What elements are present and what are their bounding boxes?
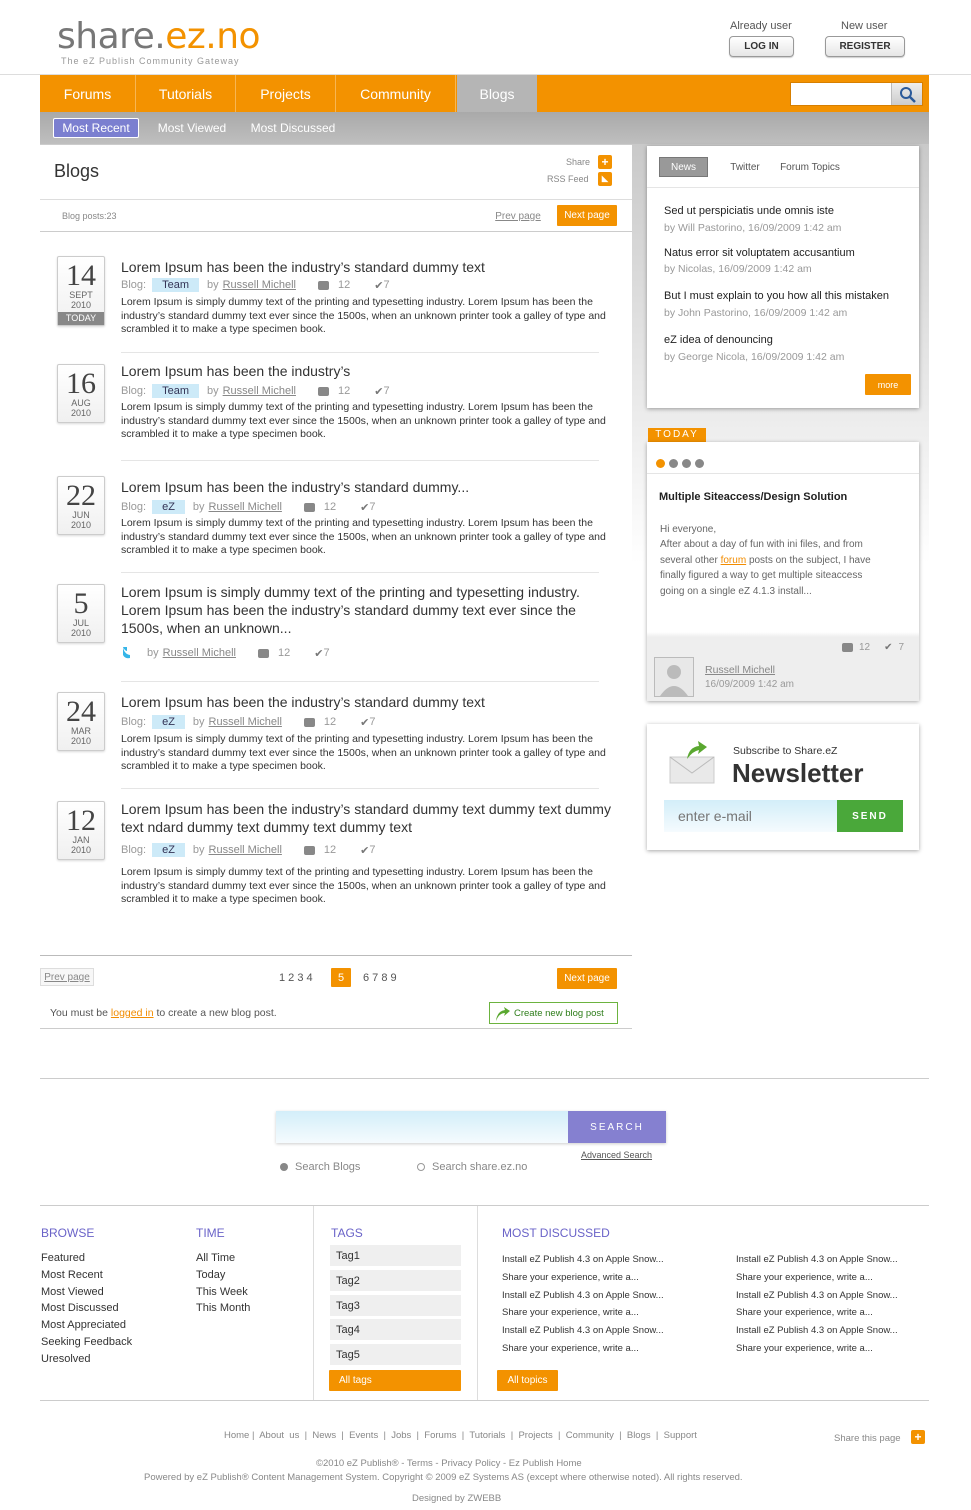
- tab-community[interactable]: Community: [336, 75, 456, 112]
- date-month: JAN: [72, 835, 90, 845]
- copyright: ©2010 eZ Publish® - Terms - Privacy Policy - Ez Publish Home: [316, 1458, 582, 1469]
- topic-link[interactable]: Install eZ Publish 4.3 on Apple Snow...: [502, 1289, 664, 1301]
- designed-by: Designed by ZWEBB: [412, 1493, 502, 1504]
- blog-posts-count: Blog posts:23: [62, 211, 117, 221]
- by-label: by: [192, 844, 205, 856]
- dot-icon[interactable]: [695, 459, 704, 468]
- browse-heading: BROWSE: [41, 1226, 95, 1240]
- comment-count: 12: [859, 642, 871, 653]
- register-button[interactable]: REGISTER: [825, 36, 905, 57]
- current-page[interactable]: 5: [331, 968, 351, 987]
- topic-link[interactable]: Install eZ Publish 4.3 on Apple Snow...: [502, 1325, 664, 1337]
- post-divider: [121, 352, 599, 353]
- plus-icon[interactable]: +: [911, 1430, 925, 1444]
- next-page-bottom[interactable]: Next page: [557, 968, 617, 989]
- date-year: 2010: [70, 628, 92, 638]
- search-icon: [892, 83, 923, 105]
- divider: [40, 1028, 632, 1029]
- comment-icon: [304, 718, 315, 727]
- topic-link[interactable]: Install eZ Publish 4.3 on Apple Snow...: [736, 1254, 898, 1265]
- check-icon: ✔: [884, 642, 893, 653]
- dot-icon[interactable]: [669, 459, 678, 468]
- divider: [40, 955, 632, 956]
- news-item-title[interactable]: eZ idea of denouncing: [664, 334, 773, 346]
- radio-label: Search share.ez.no: [432, 1161, 528, 1173]
- topic-link[interactable]: Install eZ Publish 4.3 on Apple Snow...: [502, 1254, 664, 1265]
- check-icon: ✔: [360, 716, 370, 729]
- date-month: AUG: [71, 398, 91, 408]
- vote-count: 7: [323, 647, 330, 659]
- post-meta: [121, 500, 376, 514]
- date-year: 2010: [70, 736, 92, 746]
- user-icon: [655, 658, 693, 696]
- login-notice: [50, 1007, 277, 1019]
- post-excerpt: Lorem Ipsum is simply dummy text of the printing and typesetting industry. Lorem Ipsum has been the industry’s standard dummy text ever since the 1500s, when an unknown printer took a galley of type and scrambled it to make a type specimen book.: [121, 866, 606, 905]
- subtab-most-discussed[interactable]: Most Discussed: [250, 121, 336, 135]
- radio-label: Search Blogs: [295, 1161, 361, 1173]
- post-title[interactable]: Lorem Ipsum is simply dummy text of the printing and typesetting industry. Lorem Ipsum has been the industry’s standard dummy text ever since the 1500s, when an unknown...: [121, 584, 580, 636]
- post-divider: [121, 681, 599, 682]
- blog-label: Blog:: [121, 716, 147, 728]
- date-month: JUL: [72, 618, 89, 628]
- date-month: MAR: [71, 726, 91, 736]
- blog-tag[interactable]: eZ: [152, 715, 185, 729]
- footer-links[interactable]: Home | About us | News | Events | Jobs | Forums | Tutorials | Projects | Community | Blogs | Support: [224, 1430, 697, 1441]
- browse-link[interactable]: Featured: [41, 1252, 86, 1264]
- column-divider: [477, 1206, 478, 1400]
- news-item-meta: by John Pastorino, 16/09/2009 1:42 am: [664, 307, 848, 319]
- body-text: posts on the subject, I have finally figured a way to get multiple siteaccess going on a single eZ 4.1.3 install...: [660, 554, 871, 597]
- divider: [647, 473, 919, 474]
- comment-icon: [304, 503, 315, 512]
- blog-label: Blog:: [121, 501, 147, 513]
- post-divider: [121, 788, 599, 789]
- topic-link[interactable]: Install eZ Publish 4.3 on Apple Snow...: [736, 1325, 898, 1337]
- tab-projects[interactable]: Projects: [236, 75, 336, 112]
- body-text: Hi everyone,: [660, 524, 717, 535]
- bottom-search-input[interactable]: [276, 1111, 666, 1143]
- subtab-most-viewed[interactable]: Most Viewed: [157, 121, 227, 135]
- blog-tag[interactable]: eZ: [152, 843, 185, 857]
- author-link[interactable]: Russell Michell: [222, 385, 296, 397]
- browse-list: [41, 1250, 132, 1368]
- divider: [40, 1400, 929, 1401]
- carousel-dots[interactable]: [656, 455, 708, 473]
- radio-search-site[interactable]: [417, 1161, 527, 1173]
- create-label: Create new blog post: [514, 1007, 604, 1019]
- today-body: [660, 522, 878, 599]
- author-link[interactable]: Russell Michell: [208, 501, 282, 513]
- today-author[interactable]: Russell Michell: [705, 664, 776, 676]
- news-item-title[interactable]: Sed ut perspiciatis unde omnis iste: [664, 205, 834, 217]
- envelope-icon: [667, 739, 717, 785]
- post-title[interactable]: Lorem Ipsum has been the industry’s: [121, 363, 351, 379]
- tab-tutorials[interactable]: Tutorials: [136, 75, 236, 112]
- browse-link[interactable]: Seeking Feedback: [41, 1335, 133, 1348]
- dot-icon[interactable]: [682, 459, 691, 468]
- date-day: 5: [73, 587, 89, 620]
- blog-label: Blog:: [121, 279, 147, 291]
- vote-count: 7: [383, 279, 390, 291]
- today-date: 16/09/2009 1:42 am: [705, 679, 794, 690]
- logged-in-link[interactable]: logged in: [110, 1007, 154, 1019]
- blog-label: Blog:: [121, 844, 147, 856]
- topic-link[interactable]: Share your experience, write a...: [502, 1271, 639, 1283]
- comment-count: 12: [323, 716, 337, 728]
- today-title[interactable]: Multiple Siteaccess/Design Solution: [659, 491, 848, 503]
- most-discussed-col2: [736, 1251, 898, 1358]
- email-input[interactable]: [664, 800, 838, 832]
- comment-icon: [304, 846, 315, 855]
- date-badge: [57, 584, 105, 643]
- news-item-title[interactable]: But I must explain to you how all this mistaken: [664, 290, 889, 302]
- browse-link[interactable]: Most Recent: [41, 1268, 103, 1281]
- divider: [40, 199, 632, 200]
- divider: [40, 1078, 929, 1079]
- post-excerpt: Lorem Ipsum is simply dummy text of the printing and typesetting industry. Lorem Ipsum has been the industry’s standard dummy text ever since the 1500s, when an unknown printer took a galley of type and scrambled it to make a type specimen book.: [121, 733, 606, 772]
- already-user-label: Already user: [730, 20, 792, 32]
- topic-link[interactable]: Share your experience, write a...: [502, 1307, 639, 1319]
- logo-brand: ez.no: [165, 16, 261, 57]
- post-meta: [121, 646, 330, 660]
- post-title[interactable]: Lorem Ipsum has been the industry’s standard dummy text: [121, 694, 485, 710]
- next-page-top[interactable]: Next page: [557, 205, 617, 226]
- post-title[interactable]: Lorem Ipsum has been the industry’s standard dummy...: [121, 479, 470, 495]
- date-badge: [57, 692, 105, 751]
- check-icon: ✔: [360, 844, 370, 857]
- tag-link[interactable]: Tag4: [330, 1319, 461, 1340]
- send-button[interactable]: SEND: [837, 800, 903, 832]
- page-numbers-after[interactable]: 6 7 8 9: [363, 972, 397, 984]
- tags-heading: TAGS: [331, 1226, 363, 1240]
- top-search-input[interactable]: [790, 82, 923, 106]
- tab-forum-topics[interactable]: Forum Topics: [780, 161, 840, 173]
- browse-link[interactable]: Most Discussed: [41, 1302, 119, 1315]
- tab-news[interactable]: News: [659, 157, 708, 177]
- post-excerpt: Lorem Ipsum is simply dummy text of the printing and typesetting industry. Lorem Ipsum has been the industry’s standard dummy text ever since the 1500s, when an unknown printer took a galley of type and scrambled it to make a type specimen book.: [121, 517, 606, 556]
- rss-icon[interactable]: ◣: [598, 172, 612, 186]
- date-year: 2010: [70, 520, 92, 530]
- date-month: JUN: [72, 510, 90, 520]
- tagline: The eZ Publish Community Gateway: [61, 56, 240, 66]
- radio-icon: [417, 1163, 425, 1171]
- topic-link[interactable]: Share your experience, write a...: [736, 1271, 873, 1283]
- post-meta: [121, 384, 390, 398]
- date-badge: [57, 476, 105, 535]
- divider: [647, 187, 919, 188]
- date-badge: [57, 801, 105, 860]
- date-year: 2010: [70, 408, 92, 418]
- browse-link[interactable]: Uresolved: [41, 1352, 91, 1365]
- tag-link[interactable]: Tag1: [330, 1245, 461, 1266]
- post-excerpt: Lorem Ipsum is simply dummy text of the printing and typesetting industry. Lorem Ipsum has been the industry’s standard dummy text ever since the 1500s, when an unknown printer took a galley of type and scrambled it to make a type specimen book.: [121, 296, 606, 335]
- today-panel: [647, 442, 919, 701]
- date-badge: [57, 364, 105, 423]
- radio-search-blogs[interactable]: [280, 1161, 360, 1173]
- advanced-search-link[interactable]: Advanced Search: [581, 1150, 653, 1160]
- top-search-button[interactable]: [891, 83, 922, 105]
- plus-icon[interactable]: +: [598, 155, 612, 169]
- create-blog-post-button[interactable]: [489, 1002, 618, 1024]
- author-link[interactable]: Russell Michell: [222, 279, 296, 291]
- comment-icon: [318, 281, 329, 290]
- check-icon: ✔: [314, 647, 324, 660]
- radio-icon: [280, 1163, 288, 1171]
- most-discussed-heading: MOST DISCUSSED: [502, 1226, 610, 1240]
- forum-link[interactable]: forum: [720, 554, 747, 566]
- tab-forums[interactable]: Forums: [40, 75, 136, 112]
- news-item-meta: by George Nicola, 16/09/2009 1:42 am: [664, 351, 845, 363]
- time-link[interactable]: All Time: [196, 1252, 236, 1264]
- prev-page-top[interactable]: Prev page: [495, 210, 541, 222]
- tag-link[interactable]: Tag3: [330, 1295, 461, 1316]
- date-year: 2010: [70, 300, 92, 310]
- news-item-title[interactable]: Natus error sit voluptatem accusantium: [664, 247, 855, 259]
- comment-icon: [318, 387, 329, 396]
- subtab-most-recent[interactable]: Most Recent: [53, 118, 139, 138]
- more-button[interactable]: more: [865, 374, 911, 395]
- date-year: 2010: [70, 845, 92, 855]
- comment-icon: [842, 643, 853, 652]
- column-divider: [313, 1206, 314, 1400]
- blog-tag[interactable]: Team: [152, 384, 199, 398]
- vote-count: 7: [369, 844, 376, 856]
- time-link[interactable]: This Month: [196, 1302, 251, 1315]
- vote-count: 7: [369, 501, 376, 513]
- newsletter-panel: [647, 724, 919, 850]
- comment-icon: [258, 649, 269, 658]
- by-label: by: [192, 501, 205, 513]
- check-icon: ✔: [360, 501, 370, 514]
- vote-count: 7: [898, 642, 905, 653]
- author-link[interactable]: Russell Michell: [162, 647, 236, 659]
- date-day: 24: [66, 695, 96, 728]
- comment-count: 12: [323, 844, 337, 856]
- tab-blogs[interactable]: Blogs: [457, 75, 537, 112]
- time-link[interactable]: Today: [196, 1268, 226, 1281]
- create-arrow-icon: [493, 1005, 511, 1023]
- post-divider: [121, 572, 599, 573]
- most-discussed-col1: [502, 1251, 664, 1358]
- date-day: 16: [66, 367, 96, 400]
- tab-twitter[interactable]: Twitter: [730, 161, 760, 173]
- notice-text: You must be: [50, 1007, 108, 1019]
- dot-icon[interactable]: [656, 459, 665, 468]
- all-topics-button[interactable]: All topics: [497, 1370, 558, 1391]
- share-page-label: Share this page: [834, 1433, 901, 1444]
- by-label: by: [147, 647, 159, 659]
- post-title[interactable]: Lorem Ipsum has been the industry’s standard dummy text: [121, 259, 485, 275]
- tag-link[interactable]: Tag5: [330, 1344, 461, 1365]
- all-tags-button[interactable]: All tags: [329, 1370, 461, 1391]
- browse-link[interactable]: Most Appreciated: [41, 1319, 126, 1332]
- today-label: TODAY: [648, 428, 706, 442]
- browse-link[interactable]: Most Viewed: [41, 1285, 104, 1298]
- rss-link[interactable]: RSS Feed: [547, 174, 589, 184]
- author-link[interactable]: Russell Michell: [208, 844, 282, 856]
- main-top-border: [40, 144, 632, 145]
- comment-count: 12: [277, 647, 291, 659]
- topic-link[interactable]: Install eZ Publish 4.3 on Apple Snow...: [736, 1289, 898, 1301]
- search-button[interactable]: SEARCH: [568, 1111, 666, 1143]
- divider: [40, 1205, 929, 1206]
- divider: [40, 231, 632, 232]
- tag-link[interactable]: Tag2: [330, 1270, 461, 1291]
- blog-tag[interactable]: eZ: [152, 500, 185, 514]
- post-meta: [121, 843, 376, 857]
- check-icon: ✔: [374, 279, 384, 292]
- comment-count: 12: [337, 279, 351, 291]
- time-list: [196, 1250, 250, 1317]
- share-link[interactable]: Share: [566, 157, 591, 167]
- news-item-meta: by Will Pastorino, 16/09/2009 1:42 am: [664, 222, 842, 234]
- blog-tag[interactable]: Team: [152, 278, 199, 292]
- date-day: 12: [66, 804, 96, 837]
- logo[interactable]: [57, 16, 260, 57]
- page-title: Blogs: [54, 161, 100, 181]
- login-button[interactable]: LOG IN: [729, 36, 794, 57]
- date-month: SEPT: [69, 290, 93, 300]
- date-badge: [57, 256, 105, 326]
- news-item-meta: by Nicolas, 16/09/2009 1:42 am: [664, 263, 812, 275]
- date-day: 22: [66, 479, 96, 512]
- comment-count: 12: [337, 385, 351, 397]
- avatar[interactable]: [654, 657, 694, 697]
- time-link[interactable]: This Week: [196, 1285, 248, 1298]
- by-label: by: [206, 385, 219, 397]
- subscribe-label: Subscribe to Share.eZ: [733, 745, 838, 757]
- author-link[interactable]: Russell Michell: [208, 716, 282, 728]
- topic-link[interactable]: Share your experience, write a...: [736, 1307, 873, 1319]
- notice-text: to create a new blog post.: [156, 1007, 277, 1019]
- topic-link[interactable]: Share your experience, write a...: [502, 1342, 639, 1354]
- prev-page-bottom[interactable]: Prev page: [40, 968, 94, 986]
- today-stats: [842, 642, 904, 653]
- time-heading: TIME: [196, 1226, 225, 1240]
- powered-by: Powered by eZ Publish® Content Management System. Copyright © 2009 eZ Systems AS (except where otherwise noted). All rights reserved.: [144, 1472, 743, 1483]
- post-meta: [121, 278, 390, 292]
- logo-prefix: share.: [57, 16, 166, 57]
- post-meta: [121, 715, 376, 729]
- by-label: by: [192, 716, 205, 728]
- date-day: 14: [66, 259, 96, 292]
- check-icon: ✔: [374, 385, 384, 398]
- news-panel: [647, 146, 919, 408]
- twitter-bird-icon: [121, 646, 137, 660]
- vote-count: 7: [383, 385, 390, 397]
- new-user-label: New user: [841, 20, 888, 32]
- post-excerpt: Lorem Ipsum is simply dummy text of the printing and typesetting industry. Lorem Ipsum has been the industry’s standard dummy text ever since the 1500s, when an unknown printer took a galley of type and scrambled it to make a type specimen book.: [121, 401, 606, 440]
- by-label: by: [206, 279, 219, 291]
- comment-count: 12: [323, 501, 337, 513]
- page-numbers-before[interactable]: 1 2 3 4: [279, 972, 313, 984]
- vote-count: 7: [369, 716, 376, 728]
- blog-label: Blog:: [121, 385, 147, 397]
- newsletter-title: Newsletter: [732, 758, 864, 788]
- post-divider: [121, 460, 599, 461]
- today-badge: TODAY: [58, 312, 104, 325]
- topic-link[interactable]: Share your experience, write a...: [736, 1342, 873, 1354]
- post-title[interactable]: Lorem Ipsum has been the industry’s standard dummy text dummy text dummy text ndard dummy text dummy text dummy text: [121, 801, 611, 835]
- body-text: After about a day of fun with ini files, and from several other: [660, 539, 863, 566]
